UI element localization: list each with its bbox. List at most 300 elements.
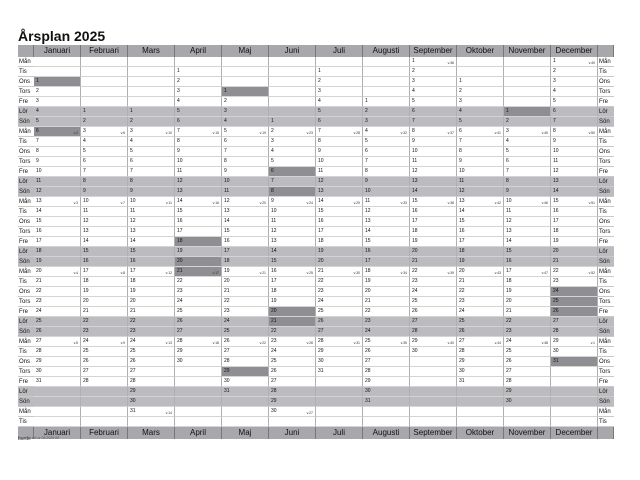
day-cell[interactable] bbox=[222, 287, 269, 297]
day-cell[interactable] bbox=[34, 317, 81, 327]
day-cell[interactable] bbox=[269, 387, 316, 397]
day-cell[interactable] bbox=[222, 387, 269, 397]
day-cell[interactable] bbox=[269, 127, 316, 137]
day-cell[interactable] bbox=[34, 347, 81, 357]
day-cell[interactable] bbox=[175, 97, 222, 107]
day-cell[interactable] bbox=[410, 187, 457, 197]
day-cell[interactable] bbox=[551, 247, 598, 257]
day-cell[interactable] bbox=[410, 297, 457, 307]
day-cell[interactable] bbox=[175, 357, 222, 367]
day-cell[interactable] bbox=[316, 277, 363, 287]
day-cell[interactable] bbox=[222, 327, 269, 337]
day-cell[interactable] bbox=[551, 227, 598, 237]
day-cell[interactable] bbox=[457, 187, 504, 197]
day-cell[interactable] bbox=[457, 327, 504, 337]
day-cell[interactable] bbox=[504, 297, 551, 307]
day-cell[interactable] bbox=[222, 207, 269, 217]
day-cell[interactable] bbox=[551, 57, 598, 67]
day-cell[interactable] bbox=[457, 357, 504, 367]
day-cell[interactable] bbox=[363, 347, 410, 357]
day-cell[interactable] bbox=[222, 227, 269, 237]
day-cell[interactable] bbox=[410, 237, 457, 247]
day-cell[interactable] bbox=[316, 147, 363, 157]
day-cell[interactable] bbox=[363, 137, 410, 147]
day-cell[interactable] bbox=[316, 127, 363, 137]
day-cell[interactable] bbox=[316, 197, 363, 207]
day-cell[interactable] bbox=[81, 337, 128, 347]
day-cell[interactable] bbox=[410, 137, 457, 147]
day-cell[interactable] bbox=[363, 107, 410, 117]
day-cell[interactable] bbox=[457, 167, 504, 177]
day-cell[interactable] bbox=[316, 347, 363, 357]
day-cell[interactable] bbox=[363, 367, 410, 377]
day-cell[interactable] bbox=[551, 267, 598, 277]
day-cell[interactable] bbox=[410, 257, 457, 267]
day-cell[interactable] bbox=[175, 197, 222, 207]
day-cell[interactable] bbox=[316, 177, 363, 187]
day-cell[interactable] bbox=[175, 317, 222, 327]
day-cell[interactable] bbox=[504, 317, 551, 327]
day-cell[interactable] bbox=[128, 147, 175, 157]
day-cell[interactable] bbox=[316, 157, 363, 167]
day-cell[interactable] bbox=[316, 87, 363, 97]
day-cell[interactable] bbox=[34, 257, 81, 267]
day-cell[interactable] bbox=[128, 167, 175, 177]
day-cell[interactable] bbox=[363, 217, 410, 227]
day-cell[interactable] bbox=[128, 347, 175, 357]
day-cell[interactable] bbox=[222, 377, 269, 387]
day-cell[interactable] bbox=[551, 207, 598, 217]
day-cell[interactable] bbox=[504, 197, 551, 207]
day-cell[interactable] bbox=[81, 207, 128, 217]
day-cell[interactable] bbox=[175, 257, 222, 267]
day-cell[interactable] bbox=[34, 247, 81, 257]
day-cell[interactable] bbox=[81, 317, 128, 327]
day-cell[interactable] bbox=[81, 127, 128, 137]
day-cell[interactable] bbox=[128, 197, 175, 207]
day-cell[interactable] bbox=[222, 267, 269, 277]
day-cell[interactable] bbox=[363, 267, 410, 277]
day-cell[interactable] bbox=[222, 157, 269, 167]
day-cell[interactable] bbox=[128, 307, 175, 317]
day-cell[interactable] bbox=[222, 257, 269, 267]
day-cell[interactable] bbox=[551, 107, 598, 117]
day-cell[interactable] bbox=[269, 157, 316, 167]
day-cell[interactable] bbox=[175, 347, 222, 357]
day-cell[interactable] bbox=[457, 137, 504, 147]
day-cell[interactable] bbox=[269, 367, 316, 377]
day-cell[interactable] bbox=[34, 97, 81, 107]
day-cell[interactable] bbox=[457, 247, 504, 257]
day-cell[interactable] bbox=[269, 237, 316, 247]
day-cell[interactable] bbox=[175, 137, 222, 147]
day-cell[interactable] bbox=[551, 137, 598, 147]
day-cell[interactable] bbox=[222, 367, 269, 377]
day-cell[interactable] bbox=[410, 327, 457, 337]
day-cell[interactable] bbox=[551, 167, 598, 177]
day-cell[interactable] bbox=[128, 237, 175, 247]
day-cell[interactable] bbox=[175, 307, 222, 317]
day-cell[interactable] bbox=[128, 387, 175, 397]
day-cell[interactable] bbox=[269, 147, 316, 157]
day-cell[interactable] bbox=[551, 177, 598, 187]
day-cell[interactable] bbox=[81, 147, 128, 157]
day-cell[interactable] bbox=[316, 337, 363, 347]
day-cell[interactable] bbox=[81, 357, 128, 367]
day-cell[interactable] bbox=[269, 397, 316, 407]
day-cell[interactable] bbox=[551, 297, 598, 307]
day-cell[interactable] bbox=[222, 197, 269, 207]
day-cell[interactable] bbox=[363, 327, 410, 337]
day-cell[interactable] bbox=[222, 277, 269, 287]
day-cell[interactable] bbox=[363, 307, 410, 317]
day-cell[interactable] bbox=[316, 317, 363, 327]
day-cell[interactable] bbox=[504, 337, 551, 347]
day-cell[interactable] bbox=[551, 237, 598, 247]
day-cell[interactable] bbox=[363, 227, 410, 237]
day-cell[interactable] bbox=[457, 147, 504, 157]
day-cell[interactable] bbox=[316, 307, 363, 317]
day-cell[interactable] bbox=[128, 267, 175, 277]
day-cell[interactable] bbox=[175, 277, 222, 287]
day-cell[interactable] bbox=[128, 257, 175, 267]
day-cell[interactable] bbox=[34, 177, 81, 187]
day-cell[interactable] bbox=[457, 197, 504, 207]
day-cell[interactable] bbox=[410, 127, 457, 137]
day-cell[interactable] bbox=[269, 247, 316, 257]
day-cell[interactable] bbox=[269, 177, 316, 187]
day-cell[interactable] bbox=[551, 197, 598, 207]
day-cell[interactable] bbox=[34, 357, 81, 367]
day-cell[interactable] bbox=[363, 317, 410, 327]
day-cell[interactable] bbox=[81, 287, 128, 297]
day-cell[interactable] bbox=[269, 227, 316, 237]
day-cell[interactable] bbox=[175, 287, 222, 297]
day-cell[interactable] bbox=[504, 277, 551, 287]
day-cell[interactable] bbox=[128, 137, 175, 147]
day-cell[interactable] bbox=[316, 67, 363, 77]
day-cell[interactable] bbox=[222, 177, 269, 187]
day-cell[interactable] bbox=[457, 227, 504, 237]
day-cell[interactable] bbox=[269, 337, 316, 347]
day-cell[interactable] bbox=[128, 327, 175, 337]
day-cell[interactable] bbox=[222, 357, 269, 367]
day-cell[interactable] bbox=[457, 117, 504, 127]
day-cell[interactable] bbox=[128, 287, 175, 297]
day-cell[interactable] bbox=[34, 297, 81, 307]
day-cell[interactable] bbox=[457, 307, 504, 317]
day-cell[interactable] bbox=[175, 177, 222, 187]
day-cell[interactable] bbox=[316, 187, 363, 197]
day-cell[interactable] bbox=[269, 117, 316, 127]
day-cell[interactable] bbox=[504, 237, 551, 247]
day-cell[interactable] bbox=[457, 257, 504, 267]
day-cell[interactable] bbox=[316, 357, 363, 367]
day-cell[interactable] bbox=[34, 167, 81, 177]
day-cell[interactable] bbox=[410, 67, 457, 77]
day-cell[interactable] bbox=[551, 287, 598, 297]
day-cell[interactable] bbox=[457, 277, 504, 287]
day-cell[interactable] bbox=[410, 197, 457, 207]
day-cell[interactable] bbox=[34, 377, 81, 387]
day-cell[interactable] bbox=[175, 117, 222, 127]
day-cell[interactable] bbox=[316, 297, 363, 307]
day-cell[interactable] bbox=[175, 107, 222, 117]
day-cell[interactable] bbox=[128, 227, 175, 237]
day-cell[interactable] bbox=[81, 277, 128, 287]
day-cell[interactable] bbox=[128, 367, 175, 377]
day-cell[interactable] bbox=[222, 107, 269, 117]
day-cell[interactable] bbox=[363, 297, 410, 307]
day-cell[interactable] bbox=[128, 397, 175, 407]
day-cell[interactable] bbox=[363, 97, 410, 107]
day-cell[interactable] bbox=[34, 217, 81, 227]
day-cell[interactable] bbox=[34, 187, 81, 197]
day-cell[interactable] bbox=[504, 287, 551, 297]
day-cell[interactable] bbox=[410, 117, 457, 127]
day-cell[interactable] bbox=[128, 377, 175, 387]
day-cell[interactable] bbox=[457, 157, 504, 167]
day-cell[interactable] bbox=[316, 137, 363, 147]
day-cell[interactable] bbox=[269, 327, 316, 337]
day-cell[interactable] bbox=[410, 317, 457, 327]
day-cell[interactable] bbox=[363, 237, 410, 247]
day-cell[interactable] bbox=[410, 247, 457, 257]
day-cell[interactable] bbox=[269, 357, 316, 367]
day-cell[interactable] bbox=[175, 157, 222, 167]
day-cell[interactable] bbox=[410, 147, 457, 157]
day-cell[interactable] bbox=[504, 117, 551, 127]
day-cell[interactable] bbox=[457, 207, 504, 217]
day-cell[interactable] bbox=[222, 127, 269, 137]
day-cell[interactable] bbox=[504, 127, 551, 137]
day-cell[interactable] bbox=[175, 267, 222, 277]
day-cell[interactable] bbox=[269, 407, 316, 417]
day-cell[interactable] bbox=[269, 267, 316, 277]
day-cell[interactable] bbox=[410, 217, 457, 227]
day-cell[interactable] bbox=[222, 97, 269, 107]
day-cell[interactable] bbox=[410, 347, 457, 357]
day-cell[interactable] bbox=[457, 267, 504, 277]
day-cell[interactable] bbox=[316, 107, 363, 117]
day-cell[interactable] bbox=[34, 127, 81, 137]
day-cell[interactable] bbox=[34, 277, 81, 287]
day-cell[interactable] bbox=[504, 267, 551, 277]
day-cell[interactable] bbox=[504, 347, 551, 357]
day-cell[interactable] bbox=[410, 77, 457, 87]
day-cell[interactable] bbox=[410, 157, 457, 167]
day-cell[interactable] bbox=[316, 117, 363, 127]
day-cell[interactable] bbox=[34, 107, 81, 117]
day-cell[interactable] bbox=[504, 137, 551, 147]
day-cell[interactable] bbox=[551, 257, 598, 267]
day-cell[interactable] bbox=[81, 187, 128, 197]
day-cell[interactable] bbox=[316, 217, 363, 227]
day-cell[interactable] bbox=[269, 317, 316, 327]
day-cell[interactable] bbox=[34, 237, 81, 247]
day-cell[interactable] bbox=[269, 277, 316, 287]
day-cell[interactable] bbox=[410, 277, 457, 287]
day-cell[interactable] bbox=[128, 247, 175, 257]
day-cell[interactable] bbox=[34, 147, 81, 157]
day-cell[interactable] bbox=[316, 267, 363, 277]
day-cell[interactable] bbox=[175, 207, 222, 217]
day-cell[interactable] bbox=[457, 97, 504, 107]
day-cell[interactable] bbox=[34, 337, 81, 347]
day-cell[interactable] bbox=[457, 177, 504, 187]
day-cell[interactable] bbox=[457, 347, 504, 357]
day-cell[interactable] bbox=[457, 127, 504, 137]
day-cell[interactable] bbox=[34, 227, 81, 237]
day-cell[interactable] bbox=[551, 127, 598, 137]
day-cell[interactable] bbox=[363, 397, 410, 407]
day-cell[interactable] bbox=[175, 87, 222, 97]
day-cell[interactable] bbox=[128, 357, 175, 367]
day-cell[interactable] bbox=[34, 157, 81, 167]
day-cell[interactable] bbox=[363, 177, 410, 187]
day-cell[interactable] bbox=[504, 367, 551, 377]
day-cell[interactable] bbox=[551, 217, 598, 227]
day-cell[interactable] bbox=[34, 327, 81, 337]
day-cell[interactable] bbox=[269, 297, 316, 307]
day-cell[interactable] bbox=[457, 317, 504, 327]
day-cell[interactable] bbox=[410, 287, 457, 297]
day-cell[interactable] bbox=[551, 337, 598, 347]
day-cell[interactable] bbox=[457, 287, 504, 297]
day-cell[interactable] bbox=[410, 307, 457, 317]
day-cell[interactable] bbox=[34, 287, 81, 297]
day-cell[interactable] bbox=[175, 327, 222, 337]
day-cell[interactable] bbox=[504, 217, 551, 227]
day-cell[interactable] bbox=[128, 117, 175, 127]
day-cell[interactable] bbox=[551, 117, 598, 127]
day-cell[interactable] bbox=[222, 117, 269, 127]
day-cell[interactable] bbox=[504, 357, 551, 367]
day-cell[interactable] bbox=[551, 327, 598, 337]
day-cell[interactable] bbox=[457, 217, 504, 227]
day-cell[interactable] bbox=[222, 147, 269, 157]
day-cell[interactable] bbox=[410, 337, 457, 347]
day-cell[interactable] bbox=[128, 407, 175, 417]
day-cell[interactable] bbox=[175, 147, 222, 157]
day-cell[interactable] bbox=[363, 357, 410, 367]
day-cell[interactable] bbox=[269, 217, 316, 227]
day-cell[interactable] bbox=[269, 287, 316, 297]
day-cell[interactable] bbox=[34, 87, 81, 97]
day-cell[interactable] bbox=[504, 387, 551, 397]
day-cell[interactable] bbox=[551, 317, 598, 327]
day-cell[interactable] bbox=[175, 247, 222, 257]
day-cell[interactable] bbox=[363, 117, 410, 127]
day-cell[interactable] bbox=[363, 147, 410, 157]
day-cell[interactable] bbox=[410, 267, 457, 277]
day-cell[interactable] bbox=[363, 257, 410, 267]
day-cell[interactable] bbox=[269, 377, 316, 387]
day-cell[interactable] bbox=[316, 367, 363, 377]
day-cell[interactable] bbox=[175, 237, 222, 247]
day-cell[interactable] bbox=[34, 77, 81, 87]
day-cell[interactable] bbox=[34, 367, 81, 377]
day-cell[interactable] bbox=[34, 117, 81, 127]
day-cell[interactable] bbox=[363, 157, 410, 167]
day-cell[interactable] bbox=[128, 207, 175, 217]
day-cell[interactable] bbox=[504, 157, 551, 167]
day-cell[interactable] bbox=[269, 347, 316, 357]
day-cell[interactable] bbox=[551, 357, 598, 367]
day-cell[interactable] bbox=[34, 207, 81, 217]
day-cell[interactable] bbox=[551, 67, 598, 77]
day-cell[interactable] bbox=[551, 147, 598, 157]
day-cell[interactable] bbox=[410, 97, 457, 107]
day-cell[interactable] bbox=[269, 207, 316, 217]
day-cell[interactable] bbox=[551, 187, 598, 197]
day-cell[interactable] bbox=[269, 197, 316, 207]
day-cell[interactable] bbox=[316, 287, 363, 297]
day-cell[interactable] bbox=[551, 347, 598, 357]
day-cell[interactable] bbox=[363, 207, 410, 217]
day-cell[interactable] bbox=[128, 277, 175, 287]
day-cell[interactable] bbox=[363, 247, 410, 257]
day-cell[interactable] bbox=[128, 187, 175, 197]
day-cell[interactable] bbox=[222, 337, 269, 347]
day-cell[interactable] bbox=[457, 237, 504, 247]
day-cell[interactable] bbox=[34, 307, 81, 317]
day-cell[interactable] bbox=[175, 77, 222, 87]
day-cell[interactable] bbox=[363, 387, 410, 397]
day-cell[interactable] bbox=[410, 57, 457, 67]
day-cell[interactable] bbox=[363, 377, 410, 387]
day-cell[interactable] bbox=[551, 157, 598, 167]
day-cell[interactable] bbox=[81, 177, 128, 187]
day-cell[interactable] bbox=[457, 367, 504, 377]
day-cell[interactable] bbox=[81, 377, 128, 387]
day-cell[interactable] bbox=[222, 297, 269, 307]
day-cell[interactable] bbox=[410, 167, 457, 177]
day-cell[interactable] bbox=[504, 327, 551, 337]
day-cell[interactable] bbox=[128, 337, 175, 347]
day-cell[interactable] bbox=[81, 257, 128, 267]
day-cell[interactable] bbox=[34, 197, 81, 207]
day-cell[interactable] bbox=[504, 227, 551, 237]
day-cell[interactable] bbox=[363, 197, 410, 207]
day-cell[interactable] bbox=[81, 157, 128, 167]
day-cell[interactable] bbox=[222, 317, 269, 327]
day-cell[interactable] bbox=[269, 137, 316, 147]
day-cell[interactable] bbox=[410, 227, 457, 237]
day-cell[interactable] bbox=[222, 187, 269, 197]
day-cell[interactable] bbox=[316, 237, 363, 247]
day-cell[interactable] bbox=[128, 177, 175, 187]
day-cell[interactable] bbox=[81, 367, 128, 377]
day-cell[interactable] bbox=[363, 287, 410, 297]
day-cell[interactable] bbox=[222, 137, 269, 147]
day-cell[interactable] bbox=[222, 347, 269, 357]
day-cell[interactable] bbox=[81, 347, 128, 357]
day-cell[interactable] bbox=[81, 237, 128, 247]
day-cell[interactable] bbox=[316, 247, 363, 257]
day-cell[interactable] bbox=[269, 167, 316, 177]
day-cell[interactable] bbox=[410, 107, 457, 117]
day-cell[interactable] bbox=[504, 147, 551, 157]
day-cell[interactable] bbox=[551, 87, 598, 97]
day-cell[interactable] bbox=[551, 77, 598, 87]
day-cell[interactable] bbox=[81, 107, 128, 117]
day-cell[interactable] bbox=[269, 187, 316, 197]
day-cell[interactable] bbox=[81, 267, 128, 277]
day-cell[interactable] bbox=[175, 167, 222, 177]
day-cell[interactable] bbox=[363, 167, 410, 177]
day-cell[interactable] bbox=[551, 97, 598, 107]
